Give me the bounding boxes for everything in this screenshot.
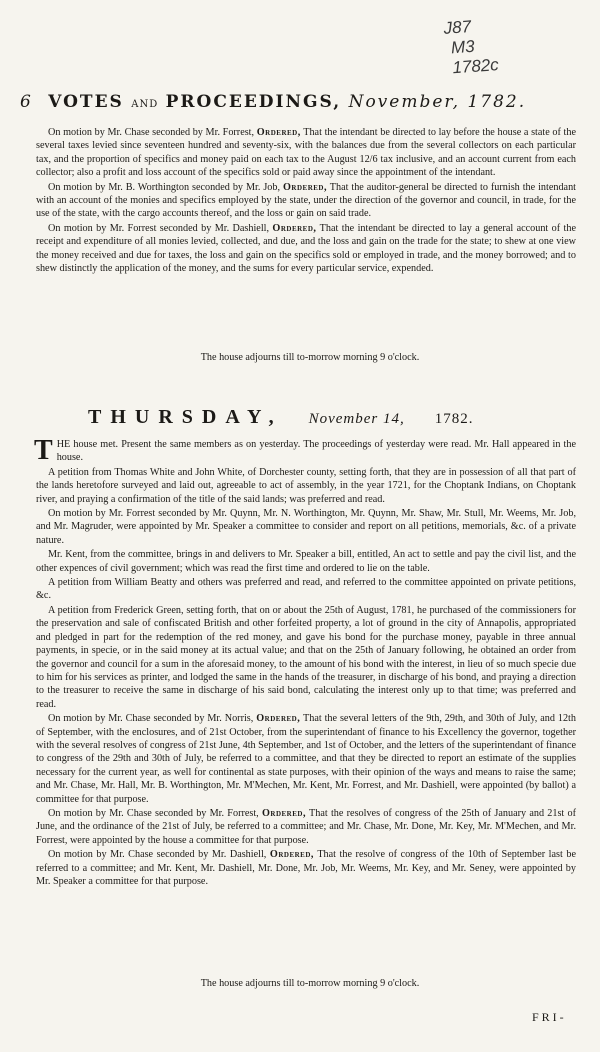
ordered-label: Ordered, bbox=[261, 807, 306, 819]
day-date: November 14, bbox=[308, 411, 405, 427]
drop-cap: T bbox=[34, 435, 53, 466]
ordered-label: Ordered, bbox=[256, 713, 301, 725]
running-title-b: PROCEEDINGS, bbox=[165, 92, 342, 112]
adjournment-line: The house adjourns till to-morrow morning 9 o'clock. bbox=[200, 352, 420, 363]
section-1-body bbox=[36, 126, 576, 276]
paragraph: On motion by Mr. Chase seconded by Mr. Forrest, Ordered, That the intendant be directed to lay before the house a state of the several taxes levied since seventeen hundred and seventy-six, with the balances due from the several collectors on each particular tax, and the proportion of specifics and money paid on each tax to the August 12/6 tax inclusive, and an account current from each collector; also a profit and loss account of the specifics sold or paid away since the appointment of the intendant. bbox=[36, 127, 577, 179]
ordered-label: Ordered, bbox=[256, 127, 301, 138]
ordered-label: Ordered, bbox=[272, 222, 317, 234]
paragraph: On motion by Mr. Forrest seconded by Mr. Dashiell, Ordered, That the intendant be directed to lay a general account of the receipt and expenditure of all monies levied, collected, and due, and the loss and gain on the trade for the state; to shew at one view the money received and due for taxes, the loss and gain on the specifics sold or employed in trade, and the money borrowed; and to shew distinctly the application of the money, and the sums for every particular service, expended. bbox=[36, 222, 576, 275]
stamp-line-1: J87 bbox=[443, 16, 472, 38]
ordered-label: Ordered, bbox=[269, 849, 314, 861]
paragraph: Mr. Kent, from the committee, brings in and delivers to Mr. Speaker a bill, entitled, An act to settle and pay the civil list, and the other expences of civil government; which was read the first time and ordered to lie on the table. bbox=[36, 549, 576, 574]
paragraph: A petition from William Beatty and others was preferred and read, and referred to the committee appointed on private petitions, &c. bbox=[36, 577, 576, 602]
catchword: FRI- bbox=[532, 1010, 567, 1024]
stamp-line-2: M3 bbox=[450, 36, 476, 58]
running-title-a: VOTES bbox=[48, 92, 124, 112]
adjournment-line: The house adjourns till to-morrow morning 9 o'clock. bbox=[200, 978, 420, 989]
paragraph: A petition from Frederick Green, setting forth, that on or about the 25th of August, 1781, he purchased of the commissioners for the preservation and sale of confiscated British and other forfeited property, a lot of ground in the city of Annapolis, appropriated and pledged in part for the redemption of the red money, and gave his bond for the purchase money, payable in three annual payments, in specie, or in the said money at its actual value; and that on the 25th of January following, he obtained an order from the governor and council for a sum in the aforesaid money, to the amount of his bond with the interest, in lieu of so much specie due to him for his services as printer, and lodged the same in the hands of the treasurer, in discharge of his bond, and praying a direction to the treasurer to receive the same in discharge of his said bond, calculating the interest only up to that time; was preferred and read. bbox=[36, 604, 576, 710]
library-stamp bbox=[443, 13, 527, 78]
paragraph: On motion by Mr. Chase seconded by Mr. Forrest, Ordered, That the resolves of congress of the 25th of January and 21st of June, and the ordinance of the 21st of July, be referred to a committee; and Mr. Chase, Mr. Done, Mr. Key, Mr. M'Mechen, and Mr. Forrest, were appointed by the house a committee for that purpose. bbox=[36, 807, 576, 846]
day-heading bbox=[88, 406, 548, 429]
ordered-label: Ordered, bbox=[282, 181, 328, 193]
paragraph: A petition from Thomas White and John White, of Dorchester county, setting forth, that they are in possession of all that part of the lands heretofore surveyed and laid out, agreeable to act of assembly, in the year 1721, for the Choptank Indians, on Choptank river, and praying a confirmation of the title of the said lands; was preferred and read. bbox=[36, 466, 576, 505]
section-2-body bbox=[34, 435, 576, 889]
running-title-and: AND bbox=[131, 99, 159, 110]
running-head bbox=[20, 92, 580, 112]
paragraph: On motion by Mr. Chase seconded by Mr. Norris, Ordered, That the several letters of the 9th, 29th, and 30th of July, and 12th of September, with the enclosures, and of 21st October, from the superintendant of finance to his Excellency the governor, together with the several resolves of congress of 21st June, 4th September, and 1st of October, and the letters of the superintendant of finance to congress of the 29th and 30th of July, be referred to a committee, and that they be directed to report an estimate of the supplies necessary for the current year, as well for continental as state purposes, with their opinion of the ways and means to raise the same; and Mr. Chase, Mr. Hall, Mr. B. Worthington, Mr. M'Mechen, Mr. Kent, Mr. Forrest, and Mr. Dashiell, were appointed (by ballot) a committee for that purpose. bbox=[36, 713, 576, 805]
paragraph: On motion by Mr. Forrest seconded by Mr. Quynn, Mr. N. Worthington, Mr. Quynn, Mr. Shaw, Mr. Stull, Mr. Weems, Mr. Job, and Mr. Magruder, were appointed by Mr. Speaker a committee to consider and report on all petitions, memorials, &c. of a private nature. bbox=[36, 508, 576, 546]
page-number: 6 bbox=[20, 92, 33, 112]
day-name: THURSDAY, bbox=[88, 406, 283, 428]
paragraph: THE house met. Present the same members as on yesterday. The proceedings of yesterday were read. Mr. Hall appeared in the house. bbox=[34, 435, 576, 466]
day-year: 1782. bbox=[434, 411, 474, 427]
paragraph: On motion by Mr. B. Worthington seconded by Mr. Job, Ordered, That the auditor-general be directed to furnish the intendant with an account of the monies and specifics employed by the state, under the direction of the governor and council, in trade, for the use of the state, with the cargo accounts thereof, and the loss or gain on said trade. bbox=[36, 181, 576, 220]
paragraph: On motion by Mr. Chase seconded by Mr. Dashiell, Ordered, That the resolve of congress of the 10th of September last be referred to a committee; and Mr. Kent, Mr. Dashiell, Mr. Done, Mr. Job, Mr. Weems, Mr. Key, and Mr. Seney, were appointed by Mr. Speaker a committee for that purpose. bbox=[36, 849, 576, 887]
running-date: November, 1782. bbox=[348, 92, 527, 112]
stamp-line-3: 1782c bbox=[451, 55, 500, 78]
